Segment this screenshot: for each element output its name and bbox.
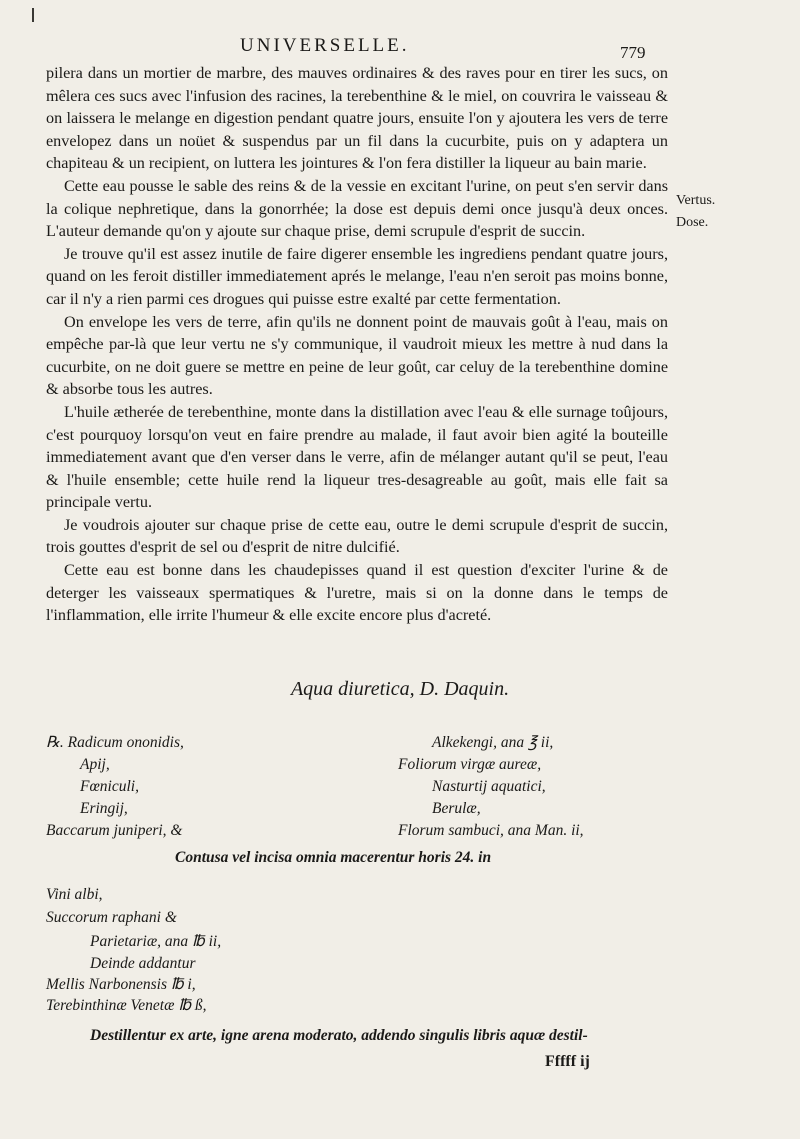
recipe-final-line: Destillentur ex arte, igne arena moderato, addendo singulis libris aquæ destil- [90, 1027, 588, 1044]
paragraph: L'huile ætherée de terebenthine, monte dans la distillation avec l'eau & elle surnage toûjours, c'est pourquoy lorsqu'on veut en faire prendre au malade, il faut avoir bien agité la bouteille immediatement avant que d'en verser dans le verre, afin de mélanger autant qu'il se peut, l'eau & l'huile ensemble; cette huile rend la liqueur tres-desagreable au goût, mais elle fait sa principale vertu. [46, 402, 668, 512]
recipe-ingredient: Florum sambuci, ana Man. ii, [398, 822, 584, 839]
margin-notes [676, 190, 786, 234]
recipe-ingredient: Foliorum virgæ aureæ, [398, 756, 542, 773]
recipe-ingredient: Parietariæ, ana ℔ ii, [90, 933, 222, 950]
paragraph: Je voudrois ajouter sur chaque prise de cette eau, outre le demi scrupule d'esprit de succin, trois gouttes d'esprit de sel ou d'esprit de nitre dulcifié. [46, 515, 668, 557]
paragraph: Cette eau est bonne dans les chaudepisses quand il est question d'exciter l'urine & de deterger les vaisseaux spermatiques & l'uretre, mais si on la donne dans le temps de l'inflammation, elle irrite l'humeur & elle excite encore plus d'acreté. [46, 561, 668, 625]
recipe-ingredient: Fœniculi, [80, 778, 139, 795]
recipe-ingredient: Terebinthinæ Venetæ ℔ ß, [46, 997, 207, 1014]
paragraph: pilera dans un mortier de marbre, des mauves ordinaires & des raves pour en tirer les sucs, on mêlera ces sucs avec l'infusion des racines, la terebenthine & le miel, on couvrira le vaisseau & on laissera le melange en digestion pendant quatre jours, ensuite l'on y ajoutera les vers de terre envelopez dans un noüet & suspendus par un fil dans la cucurbite, puis on y adaptera un chapiteau & un recipient, on luttera les jointures & l'on fera distiller la liqueur au bain marie. [46, 64, 668, 173]
recipe-ingredient: Nasturtij aquatici, [432, 778, 546, 795]
recipe-ingredient: Apij, [80, 756, 110, 773]
page-header [0, 35, 800, 63]
margin-note-dose: Dose. [676, 215, 709, 230]
body-text [46, 62, 668, 627]
recipe-instruction: Contusa vel incisa omnia macerentur horis 24. in [175, 849, 492, 866]
recipe-ingredient: ℞. Radicum ononidis, [46, 734, 184, 751]
recipe-ingredient: Berulæ, [432, 800, 481, 817]
recipe-ingredient: Eringij, [80, 800, 128, 817]
margin-note-vertus: Vertus. [676, 193, 716, 208]
paragraph: On envelope les vers de terre, afin qu'ils ne donnent point de mauvais goût à l'eau, mais on empêche par-là que leur vertu ne s'y communique, il vaudroit mieux les mettre à nud dans la cucurbite, on ne doit guere se mettre en peine de leur goût, car celuy de la terebenthine domine & absorbe tous les autres. [46, 312, 668, 399]
running-title: UNIVERSELLE. [240, 35, 410, 56]
recipe-title: Aqua diuretica, D. Daquin. [290, 678, 510, 700]
paragraph: Cette eau pousse le sable des reins & de la vessie en excitant l'urine, on peut s'en servir dans la colique nephretique, dans la gonorrhée; la dose est depuis demi once jusqu'à deux onces. L'auteur demande qu'on y ajoute sur chaque prise, demi scrupule d'esprit de succin. [46, 176, 668, 241]
page-edge-mark [32, 8, 34, 22]
recipe-ingredient: Vini albi, [46, 886, 103, 903]
recipe-ingredient: Deinde addantur [90, 955, 196, 972]
recipe-ingredient: Baccarum juniperi, & [46, 822, 183, 839]
page-number: 779 [620, 43, 646, 62]
recipe-ingredient: Mellis Narbonensis ℔ i, [46, 976, 196, 993]
recipe-ingredient: Succorum raphani & [46, 909, 177, 926]
paragraph: Je trouve qu'il est assez inutile de faire digerer ensemble les ingrediens pendant quatre jours, quand on les feroit distiller immediatement aprés le melange, l'eau n'en seroit pas moins bonne, car il n'y a rien parmi ces drogues qui puisse estre exalté par cette fermentation. [46, 244, 668, 308]
recipe-ingredient: Alkekengi, ana ℥ ii, [432, 734, 554, 751]
catchword: Fffff ij [545, 1053, 590, 1070]
